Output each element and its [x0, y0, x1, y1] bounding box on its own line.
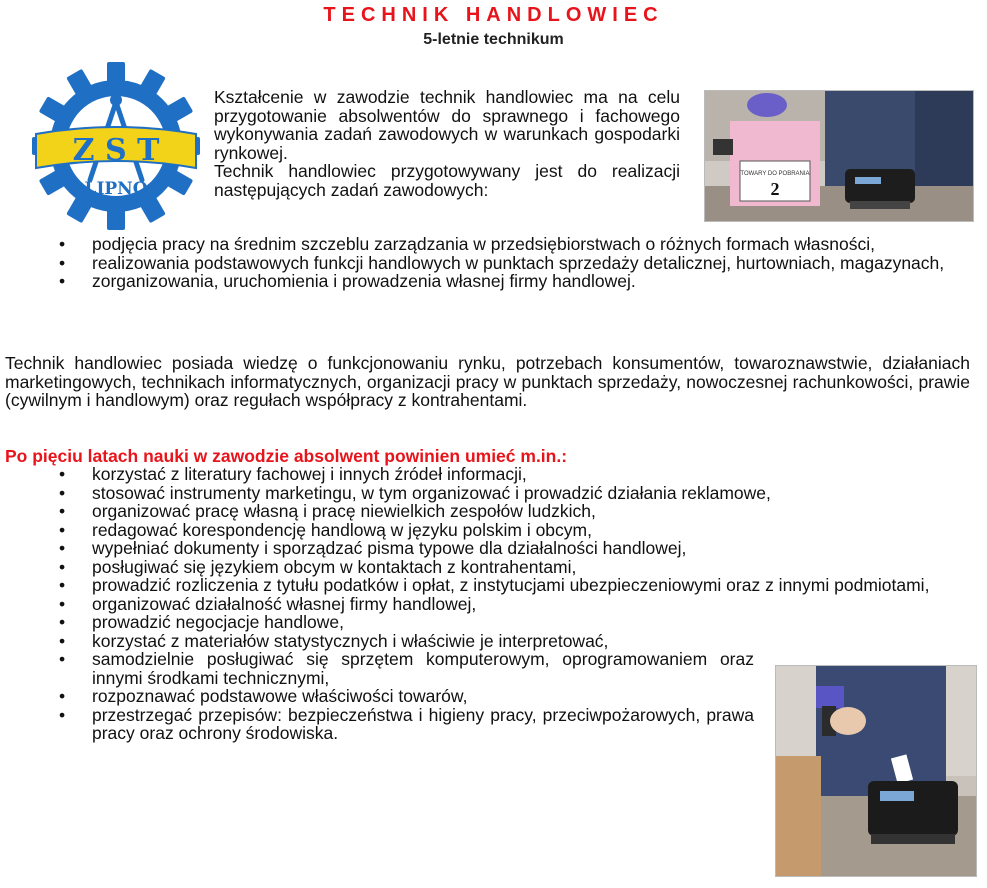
list-item: • posługiwać się językiem obcym w kontaktach z kontrahentami, [59, 556, 577, 577]
list-item: • zorganizowania, uruchomienia i prowadzenia własnej firmy handlowej. [59, 271, 636, 291]
tasks-list [59, 234, 970, 291]
list-item: • redagować korespondencję handlową w języku polskim i obcym, [59, 519, 592, 540]
list-item: • korzystać z materiałów statystycznych i właściwie je interpretować, [59, 630, 609, 651]
list-item: • korzystać z literatury fachowej i innych źródeł informacji, [59, 464, 527, 484]
svg-text:TOWARY DO POBRANIA: TOWARY DO POBRANIA [740, 171, 810, 177]
list-item: • samodzielnie posługiwać się sprzętem komputerowym, oprogramowaniem oraz innymi środkami technicznymi, [59, 649, 754, 688]
school-logo [30, 60, 202, 232]
logo-city: LIPNO [84, 179, 148, 199]
svg-text:2: 2 [770, 179, 780, 199]
list-item: • prowadzić rozliczenia z tytułu podatków i opłat, z instytucjami ubezpieczeniowymi oraz z innymi podmiotami, [59, 575, 930, 595]
list-item: • stosować instrumenty marketingu, w tym organizować i prowadzić działania reklamowe, [59, 482, 771, 503]
list-item: • prowadzić negocjacje handlowe, [59, 612, 344, 632]
list-item: • wypełniać dokumenty i sporządzać pisma typowe dla działalności handlowej, [59, 538, 687, 558]
photo-cash-register [704, 90, 974, 222]
list-item: • podjęcia pracy na średnim szczeblu zarządzania w przedsiębiorstwach o różnych formach własności, [59, 234, 875, 254]
page-title: TECHNIK HANDLOWIEC [323, 4, 664, 26]
list-item: • rozpoznawać podstawowe właściwości towarów, [59, 686, 468, 706]
intro-paragraph: Kształcenie w zawodzie technik handlowiec ma na celu przygotowanie absolwentów do sprawnego i fachowego wykonywania zadań zawodowych w warunkach gospodarki rynkowej. [214, 87, 680, 163]
knowledge-paragraph: Technik handlowiec posiada wiedzę o funkcjonowaniu rynku, potrzebach konsumentów, towaroznawstwie, działaniach marketingowych, technikach informatycznych, organizacji pracy w punktach sprzedaży, nowoczesnej rachunkowości, prawie (cywilnym i handlowym) oraz regułach współpracy z kontrahentami. [5, 353, 970, 410]
page-subtitle: 5-letnie technikum [423, 31, 564, 48]
skills-heading: Po pięciu latach nauki w zawodzie absolwent powinien umieć m.in.: [5, 446, 568, 466]
list-item: • organizować działalność własnej firmy handlowej, [59, 593, 477, 614]
list-item: • realizowania podstawowych funkcji handlowych w punktach sprzedaży detalicznej, hurtowniach, magazynach, [59, 252, 945, 273]
photo-price-labeler [775, 665, 977, 877]
intro-lead: Technik handlowiec przygotowywany jest do realizacji następujących zadań zawodowych: [214, 161, 680, 200]
list-item: • organizować pracę własną i pracę niewielkich zespołów ludzkich, [59, 501, 596, 521]
list-item: • przestrzegać przepisów: bezpieczeństwa i higieny pracy, przeciwpożarowych, prawa pracy oraz ochrony środowiska. [59, 704, 754, 743]
logo-letters: Z S T [72, 133, 160, 168]
intro-text [214, 88, 680, 199]
